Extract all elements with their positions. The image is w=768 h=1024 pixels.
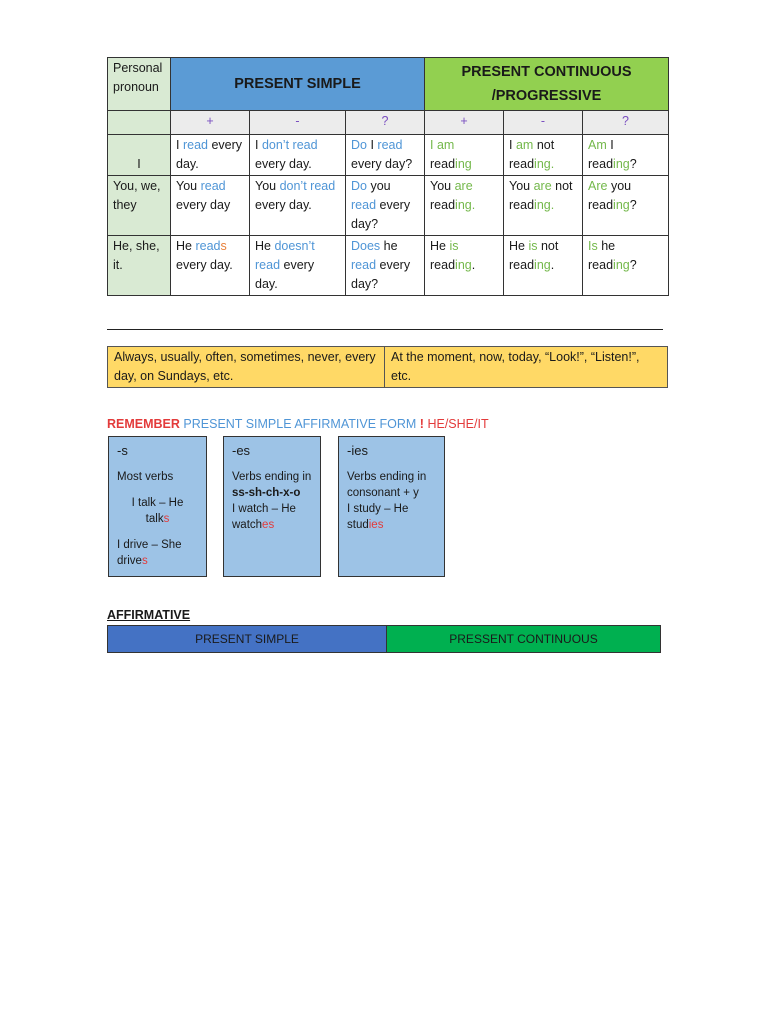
simple-negative-cell: You don’t read every day.: [250, 176, 346, 236]
sign-continuous-question: ?: [583, 111, 669, 135]
rule-box-es: [223, 436, 321, 577]
time-expressions-table: [107, 346, 668, 388]
remember-word: REMEMBER: [107, 417, 180, 431]
rule-ending: ss-sh-ch-x-o: [232, 487, 301, 499]
sign-simple-negative: -: [250, 111, 346, 135]
pronoun-cell: He, she, it.: [108, 236, 171, 296]
header-present-simple: PRESENT SIMPLE: [171, 58, 425, 111]
signs-spacer: [108, 111, 171, 135]
simple-affirmative-cell: I read every day.: [171, 135, 250, 176]
rule-title: -ies: [347, 443, 368, 458]
continuous-affirmative-cell: I am reading: [425, 135, 504, 176]
rule-example: I study – He studies: [347, 503, 409, 531]
tenses-table: [107, 57, 669, 296]
simple-question-cell: Do you read every day?: [346, 176, 425, 236]
affirmative-present-continuous: PRESSENT CONTINUOUS: [387, 626, 660, 652]
remember-middle: PRESENT SIMPLE AFFIRMATIVE FORM: [183, 417, 417, 431]
remember-pronouns: HE/SHE/IT: [427, 417, 489, 431]
remember-exclamation: !: [419, 417, 424, 431]
rule-example: I watch – He watches: [232, 503, 296, 531]
table-row: [108, 135, 669, 176]
affirmative-label: AFFIRMATIVE: [107, 608, 191, 622]
rule-description: Verbs ending in: [347, 471, 427, 483]
rule-box-ies: [338, 436, 445, 577]
rule-description: Verbs ending in: [232, 471, 312, 483]
rule-description-2: consonant + y: [347, 487, 419, 499]
simple-negative-cell: He doesn’t read every day.: [250, 236, 346, 296]
continuous-question-cell: Am I reading?: [583, 135, 669, 176]
header-personal-pronoun: Personal pronoun: [108, 58, 171, 111]
header-present-continuous: [425, 58, 669, 111]
continuous-negative-cell: He is not reading.: [504, 236, 583, 296]
remember-line: [107, 417, 489, 431]
continuous-negative-cell: I am not reading.: [504, 135, 583, 176]
rule-box-s: [108, 436, 207, 577]
pronoun-cell: I: [108, 135, 171, 176]
rule-example: I talk – He talks: [131, 497, 184, 525]
divider-line: [107, 329, 663, 330]
continuous-affirmative-cell: He is reading.: [425, 236, 504, 296]
simple-negative-cell: I don’t read every day.: [250, 135, 346, 176]
sign-continuous-negative: -: [504, 111, 583, 135]
time-expressions-continuous: At the moment, now, today, “Look!”, “Listen!”, etc.: [385, 347, 668, 388]
simple-question-cell: Do I read every day?: [346, 135, 425, 176]
sign-simple-affirmative: +: [171, 111, 250, 135]
table-row: [108, 176, 669, 236]
header-continuous-line2: /PROGRESSIVE: [491, 88, 602, 104]
rule-description: Most verbs: [117, 471, 174, 483]
pronoun-cell: You, we, they: [108, 176, 171, 236]
time-expressions-simple: Always, usually, often, sometimes, never, every day, on Sundays, etc.: [108, 347, 385, 388]
continuous-affirmative-cell: You are reading.: [425, 176, 504, 236]
affirmative-present-simple: PRESENT SIMPLE: [108, 626, 387, 652]
continuous-question-cell: Is he reading?: [583, 236, 669, 296]
header-continuous-line1: PRESENT CONTINUOUS: [461, 64, 632, 80]
sign-continuous-affirmative: +: [425, 111, 504, 135]
continuous-question-cell: Are you reading?: [583, 176, 669, 236]
simple-question-cell: Does he read every day?: [346, 236, 425, 296]
simple-affirmative-cell: He reads every day.: [171, 236, 250, 296]
table-row: [108, 236, 669, 296]
continuous-negative-cell: You are not reading.: [504, 176, 583, 236]
rule-example: I drive – She drives: [117, 539, 182, 567]
sign-simple-question: ?: [346, 111, 425, 135]
simple-affirmative-cell: You read every day: [171, 176, 250, 236]
rule-title: -s: [117, 443, 128, 458]
rule-title: -es: [232, 443, 251, 458]
affirmative-bar: [107, 625, 661, 653]
